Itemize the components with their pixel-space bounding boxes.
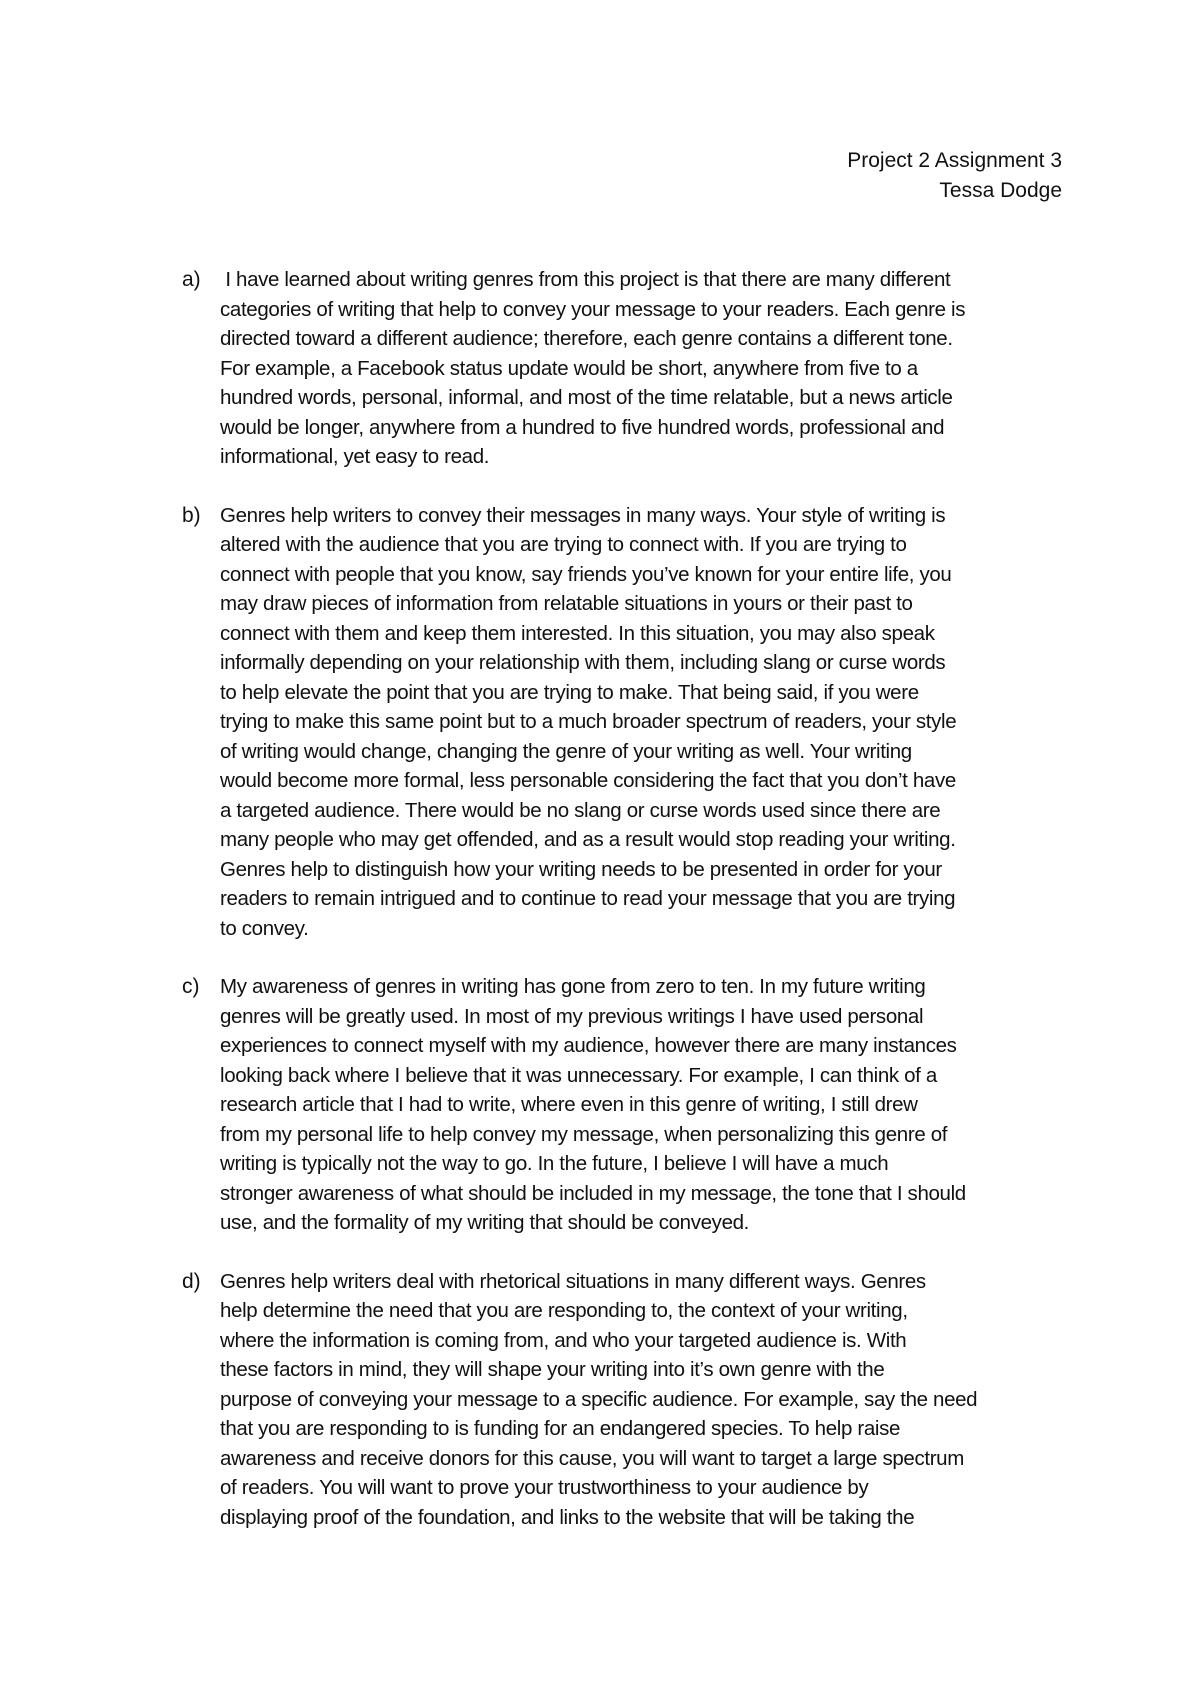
text-line: hundred words, personal, informal, and most of the time relatable, but a news article [220,386,953,409]
text-line: displaying proof of the foundation, and links to the website that will be taking the [220,1505,915,1529]
text-line: to help elevate the point that you are trying to make. That being said, if you were [220,680,919,704]
text-line: Genres help writers to convey their messages in many ways. Your style of writing is [220,503,946,527]
answer-text [220,501,1064,944]
text-line: My awareness of genres in writing has gone from zero to ten. In my future writing [220,975,926,998]
text-line: would become more formal, less personable considering the fact that you don’t have [220,769,956,792]
text-line: looking back where I believe that it was unnecessary. For example, I can think of a [220,1063,937,1087]
text-line: may draw pieces of information from relatable situations in yours or their past to [220,592,913,615]
item-marker: d) [182,1269,201,1293]
text-line: use, and the formality of my writing that should be conveyed. [220,1211,750,1234]
author-name: Tessa Dodge [939,179,1062,202]
text-line: these factors in mind, they will shape your writing into it’s own genre with the [220,1358,885,1381]
text-line: where the information is coming from, and who your targeted audience is. With [220,1328,907,1352]
text-line: readers to remain intrigued and to continue to read your message that you are trying [220,887,956,910]
text-line: directed toward a different audience; therefore, each genre contains a different tone. [220,327,953,350]
text-line: of readers. You will want to prove your trustworthiness to your audience by [220,1476,869,1499]
text-line: trying to make this same point but to a much broader spectrum of readers, your style [220,710,957,733]
text-line: informational, yet easy to read. [220,445,490,468]
answer-text [220,1267,1064,1533]
answer-item-b [182,501,1064,944]
text-line: I have learned about writing genres from this project is that there are many different [220,268,951,291]
answer-item-a [182,265,1064,472]
text-line: of writing would change, changing the genre of your writing as well. Your writing [220,739,912,763]
item-marker: a) [182,268,201,291]
assignment-title: Project 2 Assignment 3 [847,149,1062,172]
text-line: Genres help writers deal with rhetorical situations in many different ways. Genres [220,1269,926,1293]
text-line: a targeted audience. There would be no slang or curse words used since there are [220,798,941,822]
text-line: help determine the need that you are responding to, the context of your writing, [220,1299,908,1322]
answer-item-c [182,972,1064,1238]
text-line: genres will be greatly used. In most of my previous writings I have used personal [220,1004,924,1028]
item-marker: c) [182,975,200,998]
text-line: For example, a Facebook status update would be short, anywhere from five to a [220,356,918,380]
text-line: awareness and receive donors for this cause, you will want to target a large spectrum [220,1446,964,1470]
item-marker: b) [182,503,201,527]
text-line: Genres help to distinguish how your writing needs to be presented in order for your [220,857,942,881]
text-line: altered with the audience that you are trying to connect with. If you are trying to [220,533,907,556]
text-line: that you are responding to is funding for an endangered species. To help raise [220,1417,901,1440]
text-line: connect with them and keep them interested. In this situation, you may also speak [220,621,935,645]
text-line: research article that I had to write, where even in this genre of writing, I still drew [220,1093,918,1116]
answer-item-d [182,1267,1064,1533]
text-line: informally depending on your relationship with them, including slang or curse words [220,651,946,674]
text-line: connect with people that you know, say friends you’ve known for your entire life, you [220,562,952,586]
text-line: writing is typically not the way to go. In the future, I believe I will have a much [220,1152,889,1175]
answer-list [182,265,1064,1561]
answer-text [220,972,1064,1238]
text-line: experiences to connect myself with my audience, however there are many instances [220,1034,957,1057]
text-line: to convey. [220,916,309,940]
answer-text [220,265,1064,472]
text-line: purpose of conveying your message to a specific audience. For example, say the need [220,1387,978,1411]
text-line: categories of writing that help to convey your message to your readers. Each genre is [220,297,966,321]
document-header [847,146,1062,206]
text-line: stronger awareness of what should be included in my message, the tone that I should [220,1181,966,1205]
text-line: would be longer, anywhere from a hundred to five hundred words, professional and [220,415,945,439]
text-line: from my personal life to help convey my message, when personalizing this genre of [220,1122,948,1146]
text-line: many people who may get offended, and as a result would stop reading your writing. [220,828,956,851]
